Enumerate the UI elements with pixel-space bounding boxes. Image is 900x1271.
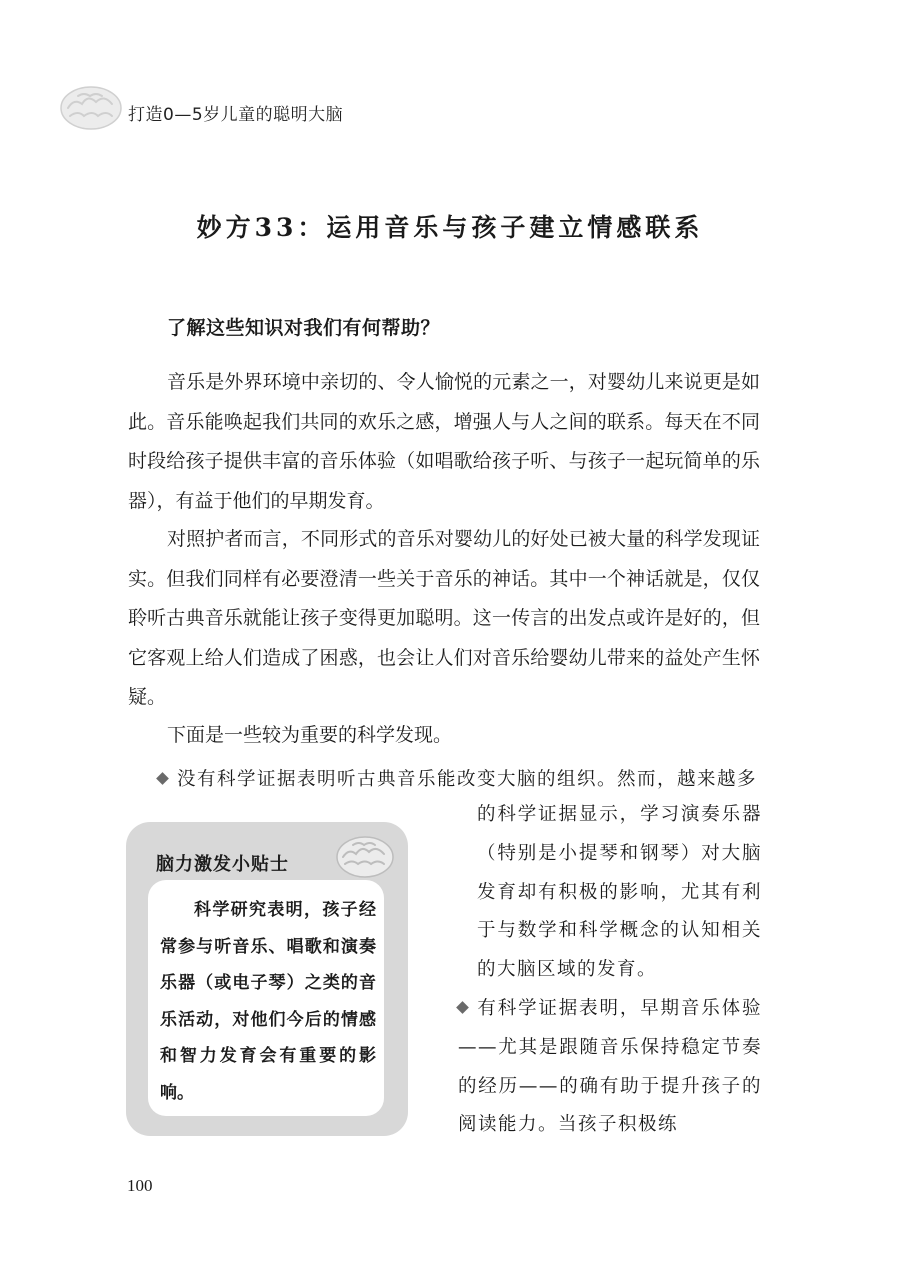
tip-box xyxy=(126,822,408,1136)
tip-text: 科学研究表明，孩子经常参与听音乐、唱歌和演奏乐器（或电子琴）之类的音乐活动，对他们今后的情感和智力发育会有重要的影响。 xyxy=(160,900,376,1103)
brain-icon xyxy=(58,82,124,132)
section-title: 妙方33：运用音乐与孩子建立情感联系 xyxy=(196,213,704,242)
running-header xyxy=(58,82,378,132)
bullet-text: 没有科学证据表明听古典音乐能改变大脑的组织。然而，越来越多 xyxy=(177,769,758,790)
diamond-bullet-icon xyxy=(456,1001,469,1014)
tip-content-panel xyxy=(148,880,384,1116)
bullet-item xyxy=(458,990,762,1145)
tip-title: 脑力激发小贴士 xyxy=(156,854,289,875)
paragraph: 音乐是外界环境中亲切的、令人愉悦的元素之一，对婴幼儿来说更是如此。音乐能唤起我们共同的欢乐之感，增强人与人之间的联系。每天在不同时段给孩子提供丰富的音乐体验（如唱歌给孩子听、与孩子一起玩简单的乐器），有益于他们的早期发育。 xyxy=(128,371,760,512)
bullet-continuation: 的科学证据显示，学习演奏乐器（特别是小提琴和钢琴）对大脑发育却有积极的影响，尤其有利于与数学和科学概念的认知相关的大脑区域的发育。 xyxy=(477,804,762,981)
bullet-text: 有科学证据表明，早期音乐体验——尤其是跟随音乐保持稳定节奏的经历——的确有助于提升孩子的阅读能力。当孩子积极练 xyxy=(458,998,762,1136)
diamond-bullet-icon xyxy=(156,772,169,785)
bullet-item xyxy=(158,760,758,799)
brain-icon xyxy=(334,832,396,880)
subheading: 了解这些知识对我们有何帮助？ xyxy=(167,317,441,339)
header-title: 打造0—5岁儿童的聪明大脑 xyxy=(128,105,344,125)
paragraph: 下面是一些较为重要的科学发现。 xyxy=(167,724,453,746)
paragraph: 对照护者而言，不同形式的音乐对婴幼儿的好处已被大量的科学发现证实。但我们同样有必要澄清一些关于音乐的神话。其中一个神话就是，仅仅聆听古典音乐就能让孩子变得更加聪明。这一传言的出发点或许是好的，但它客观上给人们造成了困惑，也会让人们对音乐给婴幼儿带来的益处产生怀疑。 xyxy=(128,528,760,708)
page-number: 100 xyxy=(127,1176,153,1195)
